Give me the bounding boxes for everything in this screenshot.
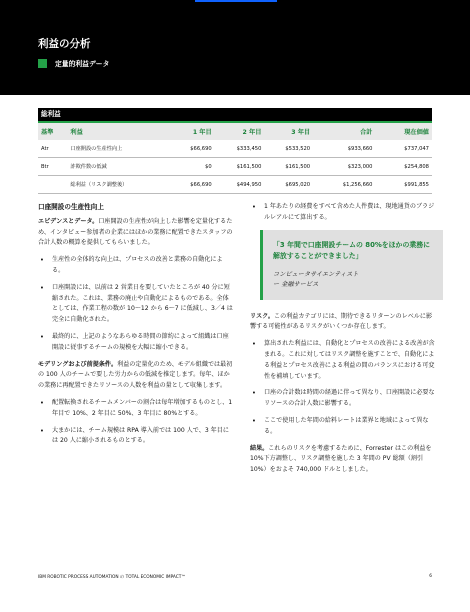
page-number: 6 [429,574,432,579]
cell-pv: $254,808 [404,163,429,170]
table-row [38,140,432,158]
cell-year3: $161,500 [285,163,311,170]
table-row [38,158,432,176]
list-item: • 配置転換されるチームメンバーの割合は毎年増加するものとし、1 年目で 10%、2 年目に 50%、3 年目に 80%とする。 [38,398,234,420]
total-year1: $66,690 [190,181,212,188]
cell-benefit: 口座開設の生産性向上 [70,146,123,152]
cell-total: $323,000 [347,163,373,170]
cell-year2: $161,500 [236,163,262,170]
col-header-year3: 3 年目 [291,129,311,136]
list-item: • 1 年あたりの経費をすべて含めた人件費は、現地通貨のブラジルレアルにて算出する。 [250,202,438,224]
total-pv: $991,855 [404,181,429,188]
green-square-icon [38,59,47,68]
list-item: • 最終的に、上記のようなあらゆる時間の節約によって組織は口座開設に従事するチームの規模を大幅に縮小できる。 [38,332,234,354]
footer-title: IBM ROBOTIC PROCESS AUTOMATION の TOTAL ECONOMIC IMPACT™ [38,575,186,580]
col-header-pv: 現在価値 [404,129,429,136]
table-total-row [38,176,432,194]
cell-year2: $333,450 [236,145,262,152]
risk-text: この利益カテゴリには、期待できるリターンのレベルに影響する可能性があるリスクがいくつか存在します。 [250,312,433,331]
quote-callout [260,230,443,300]
page-title: 利益の分析 [38,38,91,50]
top-accent-bar [195,0,277,2]
cell-pv: $737,047 [404,145,429,152]
cell-total: $933,660 [347,145,373,152]
quote-attribution-industry: ー 金融サービス [273,280,319,288]
total-year3: $695,020 [285,181,311,188]
footer [38,574,432,580]
col-header-year2: 2 年目 [242,129,262,136]
left-column [38,202,234,453]
cell-year1: $66,690 [190,145,212,152]
col-header-total: 合計 [360,129,373,136]
section-subtitle [38,58,109,68]
evidence-text: 口座開設の生産性が向上した影響を定量化するため、インタビュー参加者の企業にはほかの業務に配置できたスタッフの合計人数の概算を提供してもらいました。 [38,217,233,247]
quote-attribution-role: コンピュータサイエンティスト [273,270,359,278]
list-item: • 口座の合計数は時間の経過に伴って異なり、口座開設に必要なリソースの合計人数に影響する。 [250,388,438,410]
list-item: • 口座開設には、以前は 2 営業日を要していたところが 40 分に短縮された。これは、業務の廃止や自動化によるものである。全体としては、作業工程の数が 10～12 から 6～7 に低減し、3／4 は完全に自動化された。 [38,283,234,326]
subtitle-text: 定量的利益データ [55,60,110,68]
labor-cost-bullet-list [250,202,438,224]
cell-ref: Atr [41,145,49,152]
col-header-benefit: 利益 [70,129,83,136]
list-item: • 大まかには、チーム規模は RPA 導入前では 100 人で、3 年目には 20 人に縮小されるものとする。 [38,426,234,448]
cell-year1: $0 [205,163,212,170]
benefits-table [38,108,432,194]
cell-ref: Btr [41,163,49,170]
section-heading: 口座開設の生産性向上 [38,203,104,211]
evidence-bullet-list [38,255,234,353]
risk-paragraph [250,312,438,334]
evidence-lead: エビデンスとデータ。 [38,217,99,225]
list-item: • 生産性の全体的な向上は、プロセスの改善と業務の自動化による。 [38,255,234,277]
quote-text: 「3 年間で口座開設チームの 80%をほかの業務に解放することができました」 [273,240,431,260]
col-header-year1: 1 年目 [192,129,212,136]
risk-lead: リスク。 [250,312,275,320]
header-band [0,0,470,95]
result-paragraph [250,444,438,476]
col-header-ref: 基準 [41,129,54,136]
table-title: 総利益 [38,108,432,121]
total-label: 総利益（リスク調整後） [70,182,128,188]
quote-attribution [273,270,433,290]
evidence-paragraph [38,217,234,249]
cell-benefit: 詐欺件数の低減 [70,164,107,170]
table-header-row [38,121,432,140]
risk-bullet-list [250,339,438,437]
result-lead: 結果。 [250,444,269,452]
modeling-bullet-list [38,398,234,447]
cell-year3: $533,520 [285,145,311,152]
modeling-paragraph [38,360,234,392]
list-item: • ここで使用した年間の給料レートは業界と地域によって異なる。 [250,416,438,438]
modeling-lead: モデリングおよび前提条件。 [38,360,118,368]
right-column [250,202,438,482]
total-year2: $494,950 [236,181,262,188]
list-item: • 算出された利益には、自動化とプロセスの改善による改善が含まれる。これに対してはリスク調整を施すことで、自動化による利益とプロセス改善による利益の間のバランスにおける可変性を補填しています。 [250,339,438,382]
total-total: $1,256,660 [342,181,373,188]
modeling-text: 利益の定量化のため、モデル組織では最初の 100 人のチームで要した労力からの低減を推定します。毎年、ほかの業務に再配置できたリソースの人数を利益の量として収集します。 [38,360,233,390]
result-text: これらのリスクを考慮するために、Forrester はこの利益を 10%下方調整し、リスク調整を施した 3 年間の PV 総額（割引 10%）をおよそ 740,000 ドルとしました。 [250,444,432,474]
